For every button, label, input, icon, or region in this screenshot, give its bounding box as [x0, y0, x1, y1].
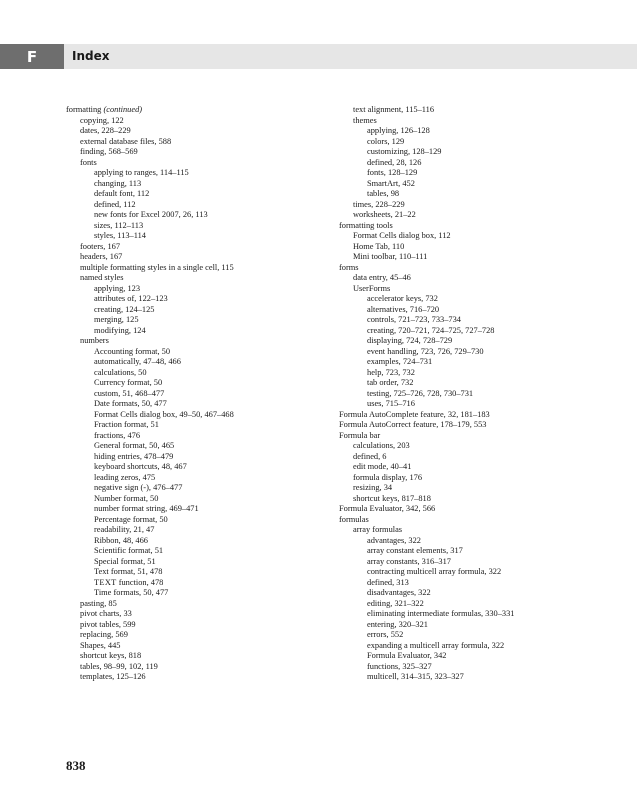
index-entry-term: keyboard shortcuts, 48, 467 [94, 462, 187, 471]
index-entry [66, 599, 234, 610]
index-entry-term: number format string, 469–471 [94, 504, 199, 513]
index-entry-term: default font, 112 [94, 189, 150, 198]
index-entry-term: Ribbon, 48, 466 [94, 535, 148, 545]
index-entry [66, 158, 234, 169]
index-entry [66, 326, 234, 337]
index-entry-term: Date formats, 50, 477 [94, 399, 167, 408]
section-letter-tab: F [0, 44, 64, 69]
index-entry-term: tables, 98–99, 102, 119 [80, 661, 158, 671]
index-entry [66, 389, 234, 400]
index-entry [339, 399, 514, 410]
index-entry [339, 126, 514, 137]
index-entry [339, 662, 514, 673]
index-entry-term: Special format, 51 [94, 556, 156, 566]
index-entry-term: Fraction format, 51 [94, 420, 159, 429]
index-entry-term: shortcut keys, 817–818 [353, 493, 431, 503]
index-entry-term: edit mode, 40–41 [353, 462, 412, 471]
index-entry-term: array constant elements, 317 [367, 546, 463, 555]
index-entry [339, 252, 514, 263]
index-entry [339, 315, 514, 326]
index-entry [339, 231, 514, 242]
index-entry-term: finding, 568–569 [80, 147, 138, 156]
index-entry-term: creating, 720–721, 724–725, 727–728 [367, 325, 495, 335]
index-entry-pages: function, 478 [116, 577, 164, 587]
index-entry-term: multicell, 314–315, 323–327 [367, 672, 464, 681]
index-entry [339, 410, 514, 421]
index-entry-term: external database files, 588 [80, 136, 172, 146]
index-entry [339, 147, 514, 158]
index-entry-term: disadvantages, 322 [367, 588, 431, 597]
index-entry [339, 620, 514, 631]
index-entry [339, 116, 514, 127]
index-entry [66, 399, 234, 410]
index-entry-term: examples, 724–731 [367, 357, 433, 366]
index-column-left [66, 105, 234, 683]
index-entry [339, 431, 514, 442]
index-entry-term: SmartArt, 452 [367, 178, 415, 188]
index-entry [339, 378, 514, 389]
index-entry-term: Text format, 51, 478 [94, 567, 163, 576]
index-entry-term: uses, 715–716 [367, 399, 415, 408]
index-entry-term: errors, 552 [367, 630, 404, 639]
index-entry [66, 420, 234, 431]
index-entry [66, 116, 234, 127]
index-entry-term: resizing, 34 [353, 483, 393, 492]
index-entry [339, 609, 514, 620]
index-entry [339, 210, 514, 221]
index-entry-term: editing, 321–322 [367, 598, 424, 608]
index-entry-term: Formula Evaluator, 342 [367, 651, 447, 660]
index-entry [66, 536, 234, 547]
index-entry-term: sizes, 112–113 [94, 220, 144, 230]
index-entry-continued-note: (continued) [103, 105, 143, 114]
index-entry [339, 242, 514, 253]
index-entry [66, 273, 234, 284]
index-entry [339, 389, 514, 400]
index-entry-term: dates, 228–229 [80, 126, 131, 135]
index-entry [66, 210, 234, 221]
index-entry [339, 105, 514, 116]
index-entry-term: Formula AutoComplete feature, 32, 181–183 [339, 409, 490, 419]
index-entry-term: fonts, 128–129 [367, 168, 418, 177]
index-entry [339, 137, 514, 148]
index-entry [66, 515, 234, 526]
index-entry [339, 504, 514, 515]
index-entry [66, 200, 234, 211]
index-entry [66, 284, 234, 295]
index-entry [66, 630, 234, 641]
index-entry [339, 536, 514, 547]
index-entry [66, 336, 234, 347]
index-entry-term: applying, 126–128 [367, 126, 430, 135]
index-entry [339, 441, 514, 452]
index-entry [339, 462, 514, 473]
index-entry [339, 452, 514, 463]
index-entry [66, 168, 234, 179]
index-entry [66, 494, 234, 505]
index-entry-term: multiple formatting styles in a single cell, 115 [80, 262, 234, 272]
index-entry-term: customizing, 128–129 [367, 147, 442, 156]
index-entry [339, 284, 514, 295]
index-entry-term: event handling, 723, 726, 729–730 [367, 346, 484, 356]
index-entry [339, 588, 514, 599]
index-entry-term: new fonts for Excel 2007, 26, 113 [94, 210, 208, 219]
index-entry [339, 168, 514, 179]
index-entry-term: advantages, 322 [367, 535, 421, 545]
index-entry-term: colors, 129 [367, 136, 405, 146]
index-entry [66, 588, 234, 599]
index-entry [339, 630, 514, 641]
index-entry [339, 336, 514, 347]
index-entry-term: leading zeros, 475 [94, 472, 156, 482]
index-entry-term: negative sign (-), 476–477 [94, 483, 183, 492]
index-entry [66, 641, 234, 652]
index-entry-term: applying to ranges, 114–115 [94, 168, 189, 177]
index-entry [339, 179, 514, 190]
index-entry-term: Formula AutoCorrect feature, 178–179, 553 [339, 420, 487, 429]
index-entry [339, 273, 514, 284]
index-entry [339, 294, 514, 305]
index-entry-term: contracting multicell array formula, 322 [367, 567, 502, 576]
index-entry-term: copying, 122 [80, 115, 124, 125]
page-number: 838 [66, 758, 86, 773]
index-entry [66, 609, 234, 620]
index-entry [66, 347, 234, 358]
index-entry-term: pivot tables, 599 [80, 619, 136, 629]
index-entry [339, 158, 514, 169]
index-entry [66, 315, 234, 326]
index-entry [66, 147, 234, 158]
index-entry [339, 347, 514, 358]
index-entry [66, 473, 234, 484]
index-entry-term: numbers [80, 336, 109, 345]
index-entry-term: creating, 124–125 [94, 304, 155, 314]
index-entry-term: formatting [66, 105, 104, 114]
index-entry-term: attributes of, 122–123 [94, 294, 168, 303]
index-entry [66, 179, 234, 190]
index-entry [66, 462, 234, 473]
index-entry [339, 189, 514, 200]
index-entry-term: Shapes, 445 [80, 640, 121, 650]
index-entry [339, 483, 514, 494]
index-entry-term: forms [339, 262, 359, 272]
index-entry-term: Format Cells dialog box, 112 [353, 231, 451, 240]
index-entry-term: hiding entries, 478–479 [94, 451, 174, 461]
index-entry-term: text alignment, 115–116 [353, 105, 435, 114]
index-entry-term: times, 228–229 [353, 199, 405, 209]
index-entry-term: formatting tools [339, 220, 393, 230]
index-entry-term: applying, 123 [94, 283, 141, 293]
index-entry-term: tab order, 732 [367, 378, 414, 387]
index-entry-term: replacing, 569 [80, 630, 128, 639]
index-entry-term: defined, 28, 126 [367, 157, 422, 167]
index-entry-term: calculations, 203 [353, 441, 410, 450]
index-entry-term: Percentage format, 50 [94, 514, 168, 524]
index-entry-term: alternatives, 716–720 [367, 304, 440, 314]
index-entry [66, 557, 234, 568]
index-entry-function-name: TEXT [94, 577, 117, 587]
index-entry-term: formulas [339, 514, 369, 524]
index-entry [339, 494, 514, 505]
index-entry-term: array constants, 316–317 [367, 556, 451, 566]
index-entry-term: Formula bar [339, 430, 381, 440]
index-entry-term: Home Tab, 110 [353, 241, 405, 251]
index-entry-term: readability, 21, 47 [94, 525, 155, 534]
index-entry [66, 567, 234, 578]
index-entry [66, 578, 234, 589]
index-entry [339, 557, 514, 568]
index-entry [339, 368, 514, 379]
index-entry-term: array formulas [353, 525, 403, 534]
index-entry-term: UserForms [353, 283, 391, 293]
page-header-bar [0, 44, 637, 69]
index-entry-term: Formula Evaluator, 342, 566 [339, 504, 436, 513]
index-entry-term: Currency format, 50 [94, 378, 163, 387]
index-entry-term: fractions, 476 [94, 430, 141, 440]
index-entry-term: expanding a multicell array formula, 322 [367, 640, 505, 650]
index-entry [339, 672, 514, 683]
index-entry-term: Format Cells dialog box, 49–50, 467–468 [94, 409, 234, 419]
index-entry-term: data entry, 45–46 [353, 273, 411, 282]
index-entry-term: tables, 98 [367, 189, 400, 198]
index-entry [66, 483, 234, 494]
index-entry-term: formula display, 176 [353, 472, 423, 482]
index-entry [66, 410, 234, 421]
index-entry [339, 200, 514, 211]
index-entry-term: Accounting format, 50 [94, 346, 171, 356]
index-entry-term: worksheets, 21–22 [353, 210, 416, 219]
index-entry-term: pasting, 85 [80, 598, 117, 608]
index-entry [66, 137, 234, 148]
index-entry [66, 252, 234, 263]
index-entry-term: displaying, 724, 728–729 [367, 336, 453, 345]
index-entry [66, 368, 234, 379]
index-entry [66, 525, 234, 536]
index-entry-term: controls, 721–723, 733–734 [367, 315, 461, 324]
index-entry [339, 525, 514, 536]
index-entry-term: defined, 313 [367, 577, 409, 587]
index-entry-term: automatically, 47–48, 466 [94, 357, 181, 366]
index-entry-term: themes [353, 115, 377, 125]
index-entry [66, 357, 234, 368]
index-entry [339, 578, 514, 589]
index-entry-term: eliminating intermediate formulas, 330–331 [367, 609, 515, 618]
index-entry-term: pivot charts, 33 [80, 609, 132, 618]
index-entry-term: Scientific format, 51 [94, 546, 164, 555]
index-entry-term: Mini toolbar, 110–111 [353, 252, 428, 261]
index-entry [339, 420, 514, 431]
index-entry [66, 126, 234, 137]
index-entry-term: defined, 112 [94, 199, 136, 209]
index-entry [66, 546, 234, 557]
index-entry-term: modifying, 124 [94, 325, 146, 335]
index-entry [339, 651, 514, 662]
index-entry [66, 431, 234, 442]
index-entry [66, 651, 234, 662]
index-entry-term: styles, 113–114 [94, 231, 146, 240]
index-entry-term: Time formats, 50, 477 [94, 588, 169, 597]
index-entry-term: Number format, 50 [94, 493, 159, 503]
index-entry [339, 263, 514, 274]
index-entry-term: merging, 125 [94, 315, 139, 324]
index-entry-term: footers, 167 [80, 241, 121, 251]
index-entry [66, 294, 234, 305]
index-entry [339, 357, 514, 368]
index-entry [66, 620, 234, 631]
index-entry [339, 515, 514, 526]
index-entry-term: fonts [80, 157, 97, 167]
index-entry-term: help, 723, 732 [367, 367, 415, 377]
index-entry [66, 504, 234, 515]
index-entry [66, 242, 234, 253]
index-entry-term: functions, 325–327 [367, 661, 432, 671]
index-entry [66, 189, 234, 200]
index-column-right [339, 105, 514, 683]
index-entry-term: General format, 50, 465 [94, 441, 175, 450]
index-entry-term: defined, 6 [353, 451, 387, 461]
index-entry-term: templates, 125–126 [80, 672, 146, 681]
index-entry [66, 378, 234, 389]
index-entry-term: named styles [80, 273, 124, 282]
index-entry [339, 221, 514, 232]
index-entry [66, 221, 234, 232]
index-entry [66, 452, 234, 463]
index-entry-term: accelerator keys, 732 [367, 294, 438, 303]
index-entry [66, 105, 234, 116]
index-entry [339, 326, 514, 337]
index-entry-term: changing, 113 [94, 178, 142, 188]
index-entry-term: custom, 51, 468–477 [94, 388, 165, 398]
index-entry-term: entering, 320–321 [367, 619, 428, 629]
index-entry [66, 662, 234, 673]
index-entry [66, 263, 234, 274]
index-entry [339, 599, 514, 610]
index-entry-term: shortcut keys, 818 [80, 651, 142, 660]
index-entry [66, 441, 234, 452]
index-entry-term: calculations, 50 [94, 367, 147, 377]
index-entry-term: testing, 725–726, 728, 730–731 [367, 388, 474, 398]
index-entry [339, 473, 514, 484]
page-title: Index [72, 49, 110, 63]
index-entry [66, 672, 234, 683]
index-entry [339, 305, 514, 316]
index-entry [66, 231, 234, 242]
index-entry [339, 567, 514, 578]
index-entry [66, 305, 234, 316]
index-entry-term: headers, 167 [80, 252, 123, 261]
index-entry [339, 546, 514, 557]
index-entry [339, 641, 514, 652]
